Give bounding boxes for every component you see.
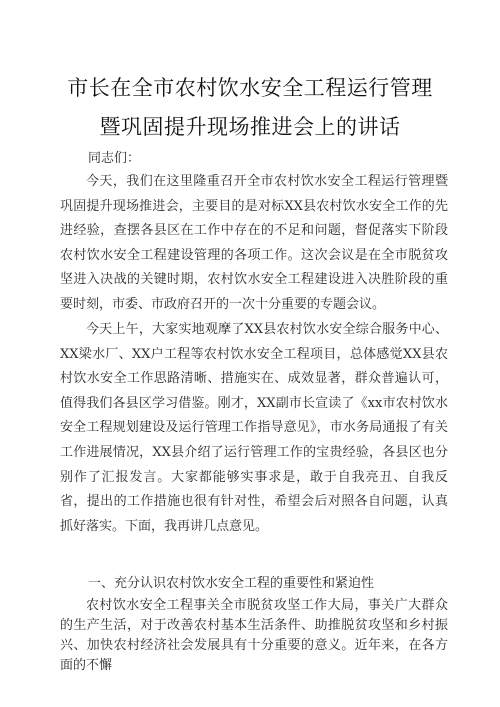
paragraph-2: 今天上午，大家实地观摩了XX县农村饮水安全综合服务中心、XX梁水厂、XX户工程等农村饮水安全工程项目，总体感觉XX县农村饮水安全工作思路清晰、措施实在、成效显著，群众普遍认可，值得我们各县区学习借鉴。刚才，XX副市长宣读了《xx市农村饮水安全工程规划建设及运行管理工作指导意见》，市水务局通报了有关工作进展情况，XX县介绍了运行管理工作的宝贵经验，各县区也分别作了汇报发言。大家都能够实事求是，敢于自我亮丑、自我反省，提出的工作措施也很有针对性，希望会后对照各自问题，认真抓好落实。下面，我再讲几点意见。 xyxy=(60,322,448,534)
section-heading-1: 一、充分认识农村饮水安全工程的重要性和紧迫性 xyxy=(88,576,375,591)
document-title-line-2: 暨巩固提升现场推进会上的讲话 xyxy=(99,115,401,139)
document-title-line-1: 市长在全市农村饮水安全工程运行管理 xyxy=(67,76,433,100)
salutation: 同志们： xyxy=(88,151,141,166)
paragraph-3: 农村饮水安全工程事关全市脱贫攻坚工作大局，事关广大群众的生产生活，对于改善农村基本生活条件、助推脱贫攻坚和乡村振兴、加快农村经济社会发展具有十分重要的意义。近年来，在各方面的不懈 xyxy=(60,598,448,673)
paragraph-1: 今天，我们在这里隆重召开全市农村饮水安全工程运行管理暨巩固提升现场推进会，主要目的是对标XX县农村饮水安全工作的先进经验，查摆各县区在工作中存在的不足和问题，督促落实下阶段农村饮水安全工程建设管理的各项工作。这次会议是在全市脱贫攻坚进入决战的关键时期，农村饮水安全工程建设进入决胜阶段的重要时刻，市委、市政府召开的一次十分重要的专题会议。 xyxy=(60,174,448,312)
